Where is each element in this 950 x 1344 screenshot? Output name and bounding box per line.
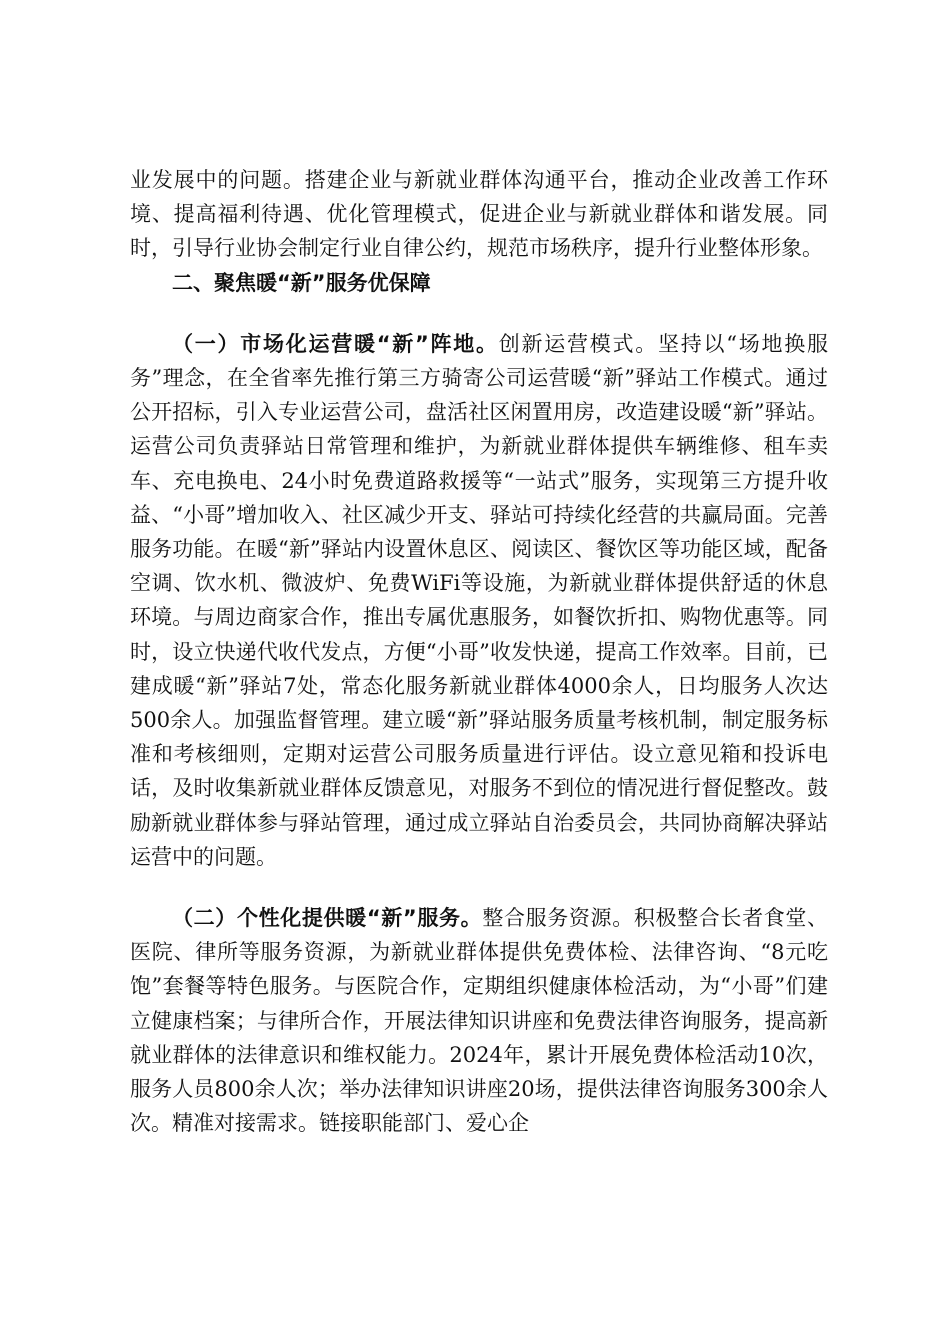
paragraph-continuation: 业发展中的问题。搭建企业与新就业群体沟通平台，推动企业改善工作环境、提高福利待遇、优化管理模式，促进企业与新就业群体和谐发展。同时，引导行业协会制定行业自律公约，规范市场秩序，提升行业整体形象。 [130,168,828,261]
subsection-2-paragraph [130,901,828,1140]
section-heading: 二、聚焦暖“新”服务优保障 [172,270,431,295]
subsection-2-title: （二）个性化提供暖“新”服务。 [172,906,483,931]
document-page [130,163,828,1140]
subsection-1-paragraph [130,327,828,874]
subsection-2-body: 整合服务资源。积极整合长者食堂、医院、律所等服务资源，为新就业群体提供免费体检、法律咨询、“8元吃饱”套餐等特色服务。与医院合作，定期组织健康体检活动，为“小哥”们建立健康档案；与律所合作，开展法律知识讲座和免费法律咨询服务，提高新就业群体的法律意识和维权能力。2024年，累计开展免费体检活动10次，服务人员800余人次；举办法律知识讲座20场，提供法律咨询服务300余人次。精准对接需求。链接职能部门、爱心企 [130,906,829,1136]
subsection-1-body: 创新运营模式。坚持以“场地换服务”理念，在全省率先推行第三方骑寄公司运营暖“新”驿站工作模式。通过公开招标，引入专业运营公司，盘活社区闲置用房，改造建设暖“新”驿站。运营公司负责驿站日常管理和维护，为新就业群体提供车辆维修、租车卖车、充电换电、24小时免费道路救援等“一站式”服务，实现第三方提升收益、“小哥”增加收入、社区减少开支、驿站可持续化经营的共赢局面。完善服务功能。在暖“新”驿站内设置休息区、阅读区、餐饮区等功能区域，配备空调、饮水机、微波炉、免费WiFi等设施，为新就业群体提供舒适的休息环境。与周边商家合作，推出专属优惠服务，如餐饮折扣、购物优惠等。同时，设立快递代收代发点，方便“小哥”收发快递，提高工作效率。目前，已建成暖“新”驿站7处，常态化服务新就业群体4000余人，日均服务人次达500余人。加强监督管理。建立暖“新”驿站服务质量考核机制，制定服务标准和考核细则，定期对运营公司服务质量进行评估。设立意见箱和投诉电话，及时收集新就业群体反馈意见，对服务不到位的情况进行督促整改。鼓励新就业群体参与驿站管理，通过成立驿站自治委员会，共同协商解决驿站运营中的问题。 [130,331,828,869]
subsection-1-title: （一）市场化运营暖“新”阵地。 [172,331,499,356]
